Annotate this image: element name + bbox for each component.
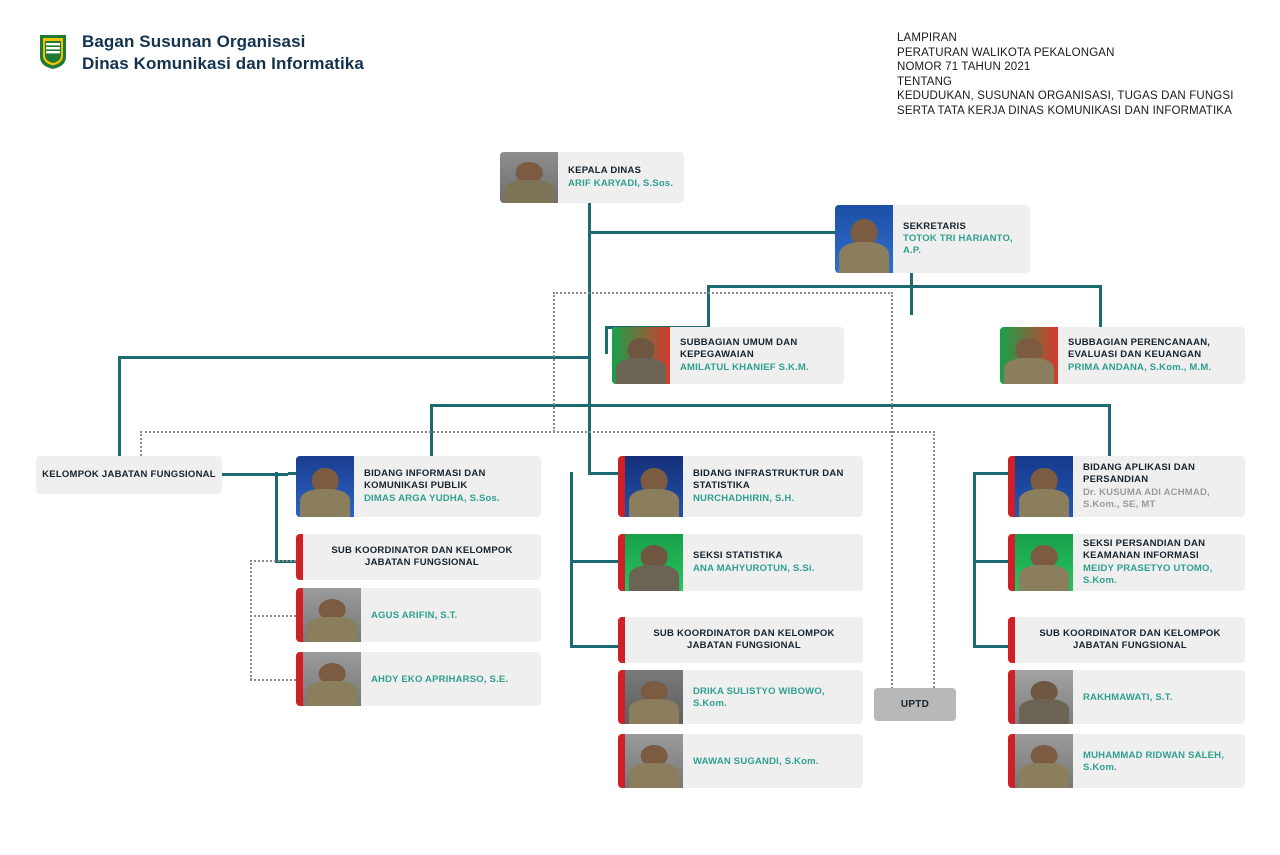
legal-line-2: PERATURAN WALIKOTA PEKALONGAN [897,46,1115,59]
node-subkoordinator-aplikasi[interactable] [1008,617,1245,663]
node-title: SUBBAGIAN UMUM DAN KEPEGAWAIAN [680,337,798,360]
node-title: SEKSI STATISTIKA [693,550,783,562]
edge-subbagian-bus [707,285,1102,288]
node-title: BIDANG INFORMASI DAN KOMUNIKASI PUBLIK [364,468,486,491]
node-bidang-informasi-komunikasi-publik[interactable] [296,456,541,517]
accent-bar [618,534,625,591]
edge-kepala-main-down [588,231,591,358]
node-wawan-sugandi[interactable] [618,734,863,788]
node-title: SUB KOORDINATOR DAN KELOMPOK JABATAN FUNGSIONAL [331,545,513,568]
legal-line-6: SERTA TATA KERJA DINAS KOMUNIKASI DAN INFORMATIKA [897,104,1232,117]
node-title: KELOMPOK JABATAN FUNGSIONAL [42,469,216,481]
edge-bidang-infra-down [588,404,591,474]
photo-rakhmawati [1015,670,1073,724]
node-name: ANA MAHYUROTUN, S.Si. [693,562,815,574]
node-ahdy-eko-apriharso[interactable] [296,652,541,706]
accent-bar [1008,534,1015,591]
node-rakhmawati[interactable] [1008,670,1245,724]
node-seksi-statistika[interactable] [618,534,863,591]
node-subbagian-perencanaan-evaluasi-keuangan[interactable] [1000,327,1245,384]
node-title: SUB KOORDINATOR DAN KELOMPOK JABATAN FUNGSIONAL [653,628,835,651]
photo-wawan-sugandi [625,734,683,788]
accent-bar [296,652,303,706]
node-title: KEPALA DINAS [568,165,642,177]
node-title: SUBBAGIAN PERENCANAAN, EVALUASI DAN KEUANGAN [1068,337,1211,360]
accent-bar [618,670,625,724]
node-title: BIDANG APLIKASI DAN PERSANDIAN [1083,462,1196,485]
edge-dotted-agus-in [250,615,300,617]
photo-kepala-dinas [500,152,558,203]
edge-bidang-bus [430,404,1110,407]
node-sekretaris[interactable] [835,205,1030,273]
accent-bar [618,734,625,788]
node-name: TOTOK TRI HARIANTO, A.P. [903,233,1013,257]
edge-seksi-statistika-in [570,560,623,563]
node-name: AGUS ARIFIN, S.T. [371,609,458,621]
photo-subbagian-perencanaan [1000,327,1058,384]
edge-sekretaris-down [910,272,913,315]
node-bidang-infrastruktur-statistika[interactable] [618,456,863,517]
legal-line-4: TENTANG [897,75,953,88]
node-uptd[interactable] [874,688,956,721]
node-name: AMILATUL KHANIEF S.K.M. [680,361,809,373]
edge-subkoor-aplikasi-in [973,645,1013,648]
legal-line-5: KEDUDUKAN, SUSUNAN ORGANISASI, TUGAS DAN FUNGSI [897,90,1234,103]
node-title: SEKRETARIS [903,220,967,232]
legal-line-1: LAMPIRAN [897,32,957,44]
edge-seksi-persandian-in [973,560,1013,563]
photo-bidang-infrastruktur [625,456,683,517]
node-muhammad-ridwan-saleh[interactable] [1008,734,1245,788]
pekalongan-crest-icon [38,33,68,71]
node-title: BIDANG INFRASTRUKTUR DAN STATISTIKA [693,468,844,491]
accent-bar [1008,456,1015,517]
legal-reference-block [897,31,1234,119]
accent-bar [296,534,303,580]
edge-dotted-kjf-row [140,431,935,433]
edge-kepala-down [588,203,591,231]
photo-sekretaris [835,205,893,273]
node-name: NURCHADHIRIN, S.H. [693,492,795,504]
node-drika-sulistyo-wibowo[interactable] [618,670,863,724]
photo-bidang-ikp [296,456,354,517]
edge-dotted-right-branch-v [933,431,935,704]
node-name: DRIKA SULISTYO WIBOWO, S.Kom. [693,685,825,709]
photo-seksi-persandian [1015,534,1073,591]
edge-dotted-kjf-bus-top [553,292,893,294]
node-name: PRIMA ANDANA, S.Kom., M.M. [1068,361,1212,373]
node-name: WAWAN SUGANDI, S.Kom. [693,755,819,767]
photo-seksi-statistika [625,534,683,591]
photo-drika-sulistyo [625,670,683,724]
node-name: MUHAMMAD RIDWAN SALEH, S.Kom. [1083,749,1225,773]
node-name: AHDY EKO APRIHARSO, S.E. [371,673,509,685]
accent-bar [1008,617,1015,663]
photo-subbagian-umum [612,327,670,384]
node-name: RAKHMAWATI, S.T. [1083,691,1173,703]
edge-subbagian-umum-in-v [605,326,608,354]
edge-kepala-left-arm [118,356,590,359]
edge-dotted-ahdy-in [250,679,300,681]
node-kelompok-jabatan-fungsional[interactable] [36,456,222,494]
edge-dotted-uptd-right-v [891,292,893,704]
node-name: Dr. KUSUMA ADI ACHMAD, S.Kom., SE, MT [1083,486,1210,510]
photo-muhammad-ridwan [1015,734,1073,788]
accent-bar [1008,670,1015,724]
node-agus-arifin[interactable] [296,588,541,642]
node-subkoordinator-ikp[interactable] [296,534,541,580]
node-seksi-persandian-keamanan-informasi[interactable] [1008,534,1245,591]
node-kepala-dinas[interactable] [500,152,684,203]
node-name: MEIDY PRASETYO UTOMO, S.Kom. [1083,562,1213,586]
edge-subkoor-infra-in [570,645,623,648]
node-bidang-aplikasi-persandian[interactable] [1008,456,1245,517]
edge-bidang-bus-drop [588,356,591,406]
edge-subbagian-perencanaan-down [1099,285,1102,328]
page-title [82,31,364,75]
node-subkoordinator-infrastruktur[interactable] [618,617,863,663]
page-title-line2: Dinas Komunikasi dan Informatika [82,54,364,73]
accent-bar [618,617,625,663]
node-name: ARIF KARYADI, S.Sos. [568,177,674,189]
edge-dotted-subkoor-ikp-top [250,560,300,562]
accent-bar [296,588,303,642]
node-title: SEKSI PERSANDIAN DAN KEAMANAN INFORMASI [1083,538,1206,561]
edge-dotted-kjf-left-v [553,292,555,432]
accent-bar [1008,734,1015,788]
edge-bidang-ikp-spine [275,472,278,562]
edge-dotted-subkoor-ikp-v [250,560,252,680]
legal-line-3: NOMOR 71 TAHUN 2021 [897,61,1031,74]
node-subbagian-umum-kepegawaian[interactable] [612,327,844,384]
node-title: UPTD [900,698,930,710]
photo-ahdy-eko [303,652,361,706]
accent-bar [618,456,625,517]
page-title-line1: Bagan Susunan Organisasi [82,32,306,51]
photo-bidang-aplikasi [1015,456,1073,517]
node-title: SUB KOORDINATOR DAN KELOMPOK JABATAN FUNGSIONAL [1039,628,1221,651]
node-name: DIMAS ARGA YUDHA, S.Sos. [364,492,500,504]
photo-agus-arifin [303,588,361,642]
